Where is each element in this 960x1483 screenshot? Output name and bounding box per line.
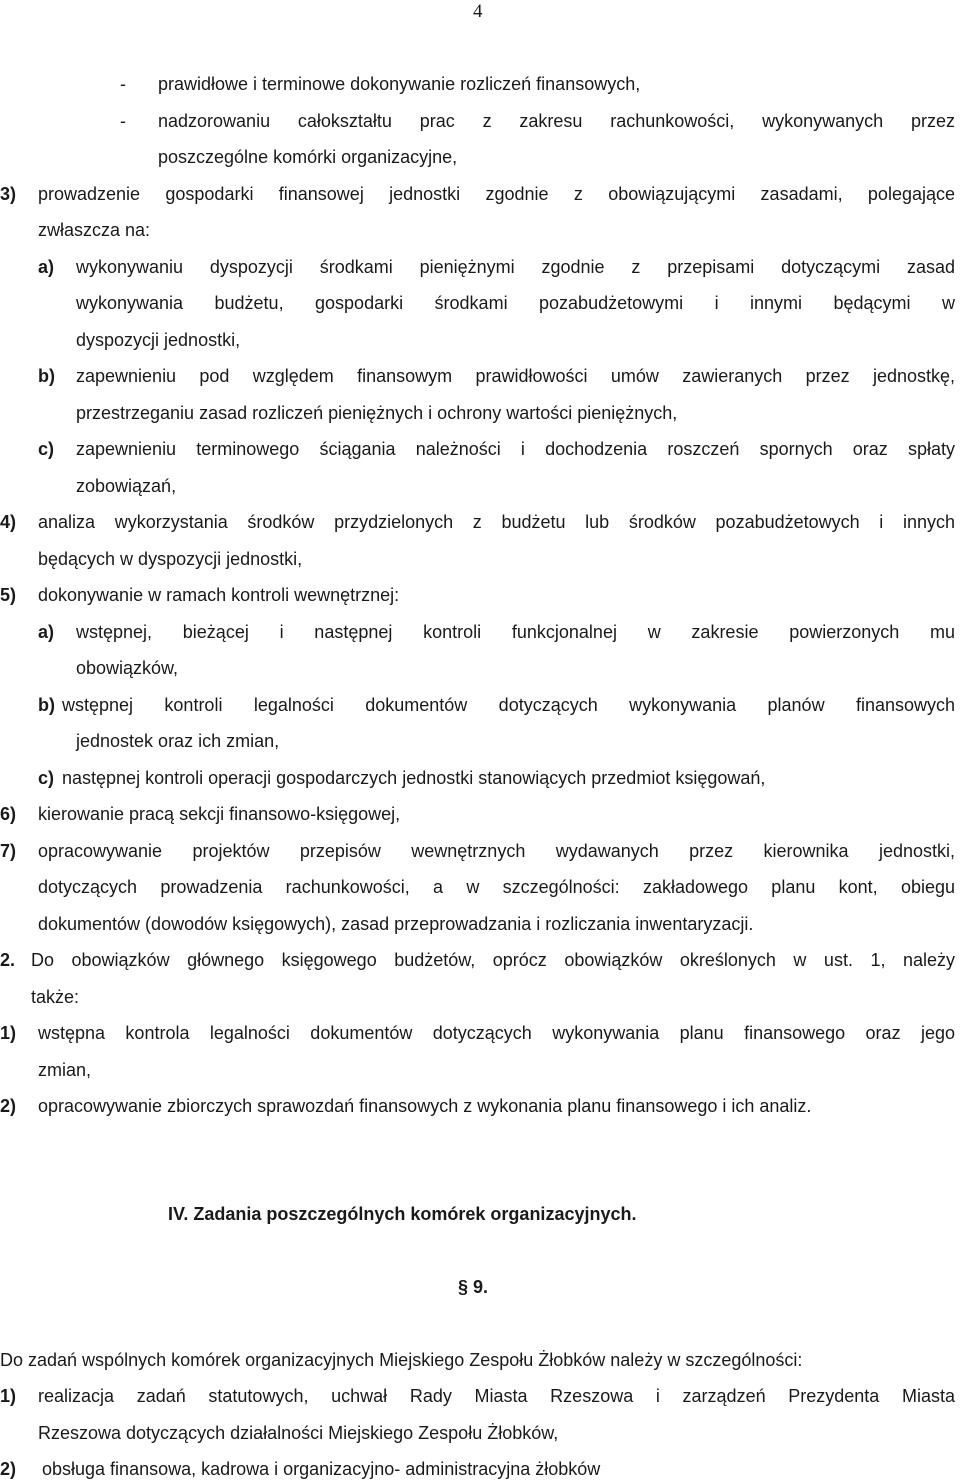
list-item-text: dokonywanie w ramach kontroli wewnętrznej: <box>38 585 400 605</box>
paragraph-number: 2. <box>0 950 16 970</box>
list-item-text: wykonywania budżetu, gospodarki środkami pozabudżetowymi i innymi będącymi w <box>76 293 955 313</box>
list-item-text: prawidłowe i terminowe dokonywanie rozliczeń finansowych, <box>158 74 641 94</box>
list-item-text: następnej kontroli operacji gospodarczych jednostki stanowiących przedmiot księgowań, <box>62 768 766 788</box>
list-item-text: jednostek oraz ich zmian, <box>76 731 280 751</box>
sub-item-letter: c) <box>38 439 55 459</box>
list-item-text: wykonywaniu dyspozycji środkami pieniężnymi zgodnie z przepisami dotyczącymi zasad <box>76 257 955 277</box>
list-item-text: nadzorowaniu całokształtu prac z zakresu rachunkowości, wykonywanych przez <box>158 111 955 131</box>
sub-item-letter: a) <box>38 622 55 642</box>
list-item-text: obsługa finansowa, kadrowa i organizacyjno- administracyjna żłobków <box>42 1459 601 1479</box>
list-item-text: zapewnieniu terminowego ściągania należności i dochodzenia roszczeń spornych oraz spłaty <box>76 439 955 459</box>
sub-item-letter: b) <box>38 366 55 386</box>
list-item-text: dotyczących prowadzenia rachunkowości, a w szczególności: zakładowego planu kont, obiegu <box>38 877 955 897</box>
section-heading: IV. Zadania poszczególnych komórek organizacyjnych. <box>168 1204 637 1224</box>
list-item-text: wstępnej, bieżącej i następnej kontroli funkcjonalnej w zakresie powierzonych mu <box>76 622 955 642</box>
list-item-text: prowadzenie gospodarki finansowej jednostki zgodnie z obowiązującymi zasadami, polegające <box>38 184 955 204</box>
sub-item-letter: c) <box>38 768 55 788</box>
list-item-text: dyspozycji jednostki, <box>76 330 241 350</box>
sub-item-letter: b) <box>38 695 55 715</box>
paragraph-text: Do obowiązków głównego księgowego budżetów, oprócz obowiązków określonych w ust. 1, należy <box>31 950 955 970</box>
list-dash: - <box>120 111 126 131</box>
paragraph-text: także: <box>31 987 80 1007</box>
list-dash: - <box>120 74 126 94</box>
list-item-text: analiza wykorzystania środków przydzielonych z budżetu lub środków pozabudżetowych i innych <box>38 512 955 532</box>
item-number: 2) <box>0 1096 17 1116</box>
list-item-text: opracowywanie projektów przepisów wewnętrznych wydawanych przez kierownika jednostki, <box>38 841 955 861</box>
list-item-text: dokumentów (dowodów księgowych), zasad przeprowadzania i rozliczania inwentaryzacji. <box>38 914 754 934</box>
list-item-text: opracowywanie zbiorczych sprawozdań finansowych z wykonania planu finansowego i ich analiz. <box>38 1096 812 1116</box>
list-item-text: obowiązków, <box>76 658 179 678</box>
list-item-text: zmian, <box>38 1060 92 1080</box>
list-item-text: Rzeszowa dotyczących działalności Miejskiego Zespołu Żłobków, <box>38 1423 559 1443</box>
paragraph-text: Do zadań wspólnych komórek organizacyjnych Miejskiego Zespołu Żłobków należy w szczególności: <box>0 1350 803 1370</box>
list-item-text: zobowiązań, <box>76 476 177 496</box>
list-item-text: poszczególne komórki organizacyjne, <box>158 147 458 167</box>
item-number: 3) <box>0 184 17 204</box>
list-item-text: przestrzeganiu zasad rozliczeń pieniężnych i ochrony wartości pieniężnych, <box>76 403 678 423</box>
list-item-text: będących w dyspozycji jednostki, <box>38 549 303 569</box>
section-number: § 9. <box>458 1277 489 1297</box>
item-number: 7) <box>0 841 17 861</box>
list-item-text: wstępna kontrola legalności dokumentów dotyczących wykonywania planu finansowego oraz jego <box>38 1023 955 1043</box>
item-number: 2) <box>0 1459 17 1479</box>
item-number: 6) <box>0 804 17 824</box>
item-number: 1) <box>0 1386 17 1406</box>
item-number: 1) <box>0 1023 17 1043</box>
item-number: 5) <box>0 585 17 605</box>
page-number: 4 <box>473 1 483 22</box>
item-number: 4) <box>0 512 17 532</box>
list-item-text: zapewnieniu pod względem finansowym prawidłowości umów zawieranych przez jednostkę, <box>76 366 955 386</box>
list-item-text: wstępnej kontroli legalności dokumentów dotyczących wykonywania planów finansowych <box>62 695 955 715</box>
sub-item-letter: a) <box>38 257 55 277</box>
list-item-text: zwłaszcza na: <box>38 220 151 240</box>
list-item-text: realizacja zadań statutowych, uchwał Rady Miasta Rzeszowa i zarządzeń Prezydenta Miasta <box>38 1386 955 1406</box>
list-item-text: kierowanie pracą sekcji finansowo-księgowej, <box>38 804 401 824</box>
